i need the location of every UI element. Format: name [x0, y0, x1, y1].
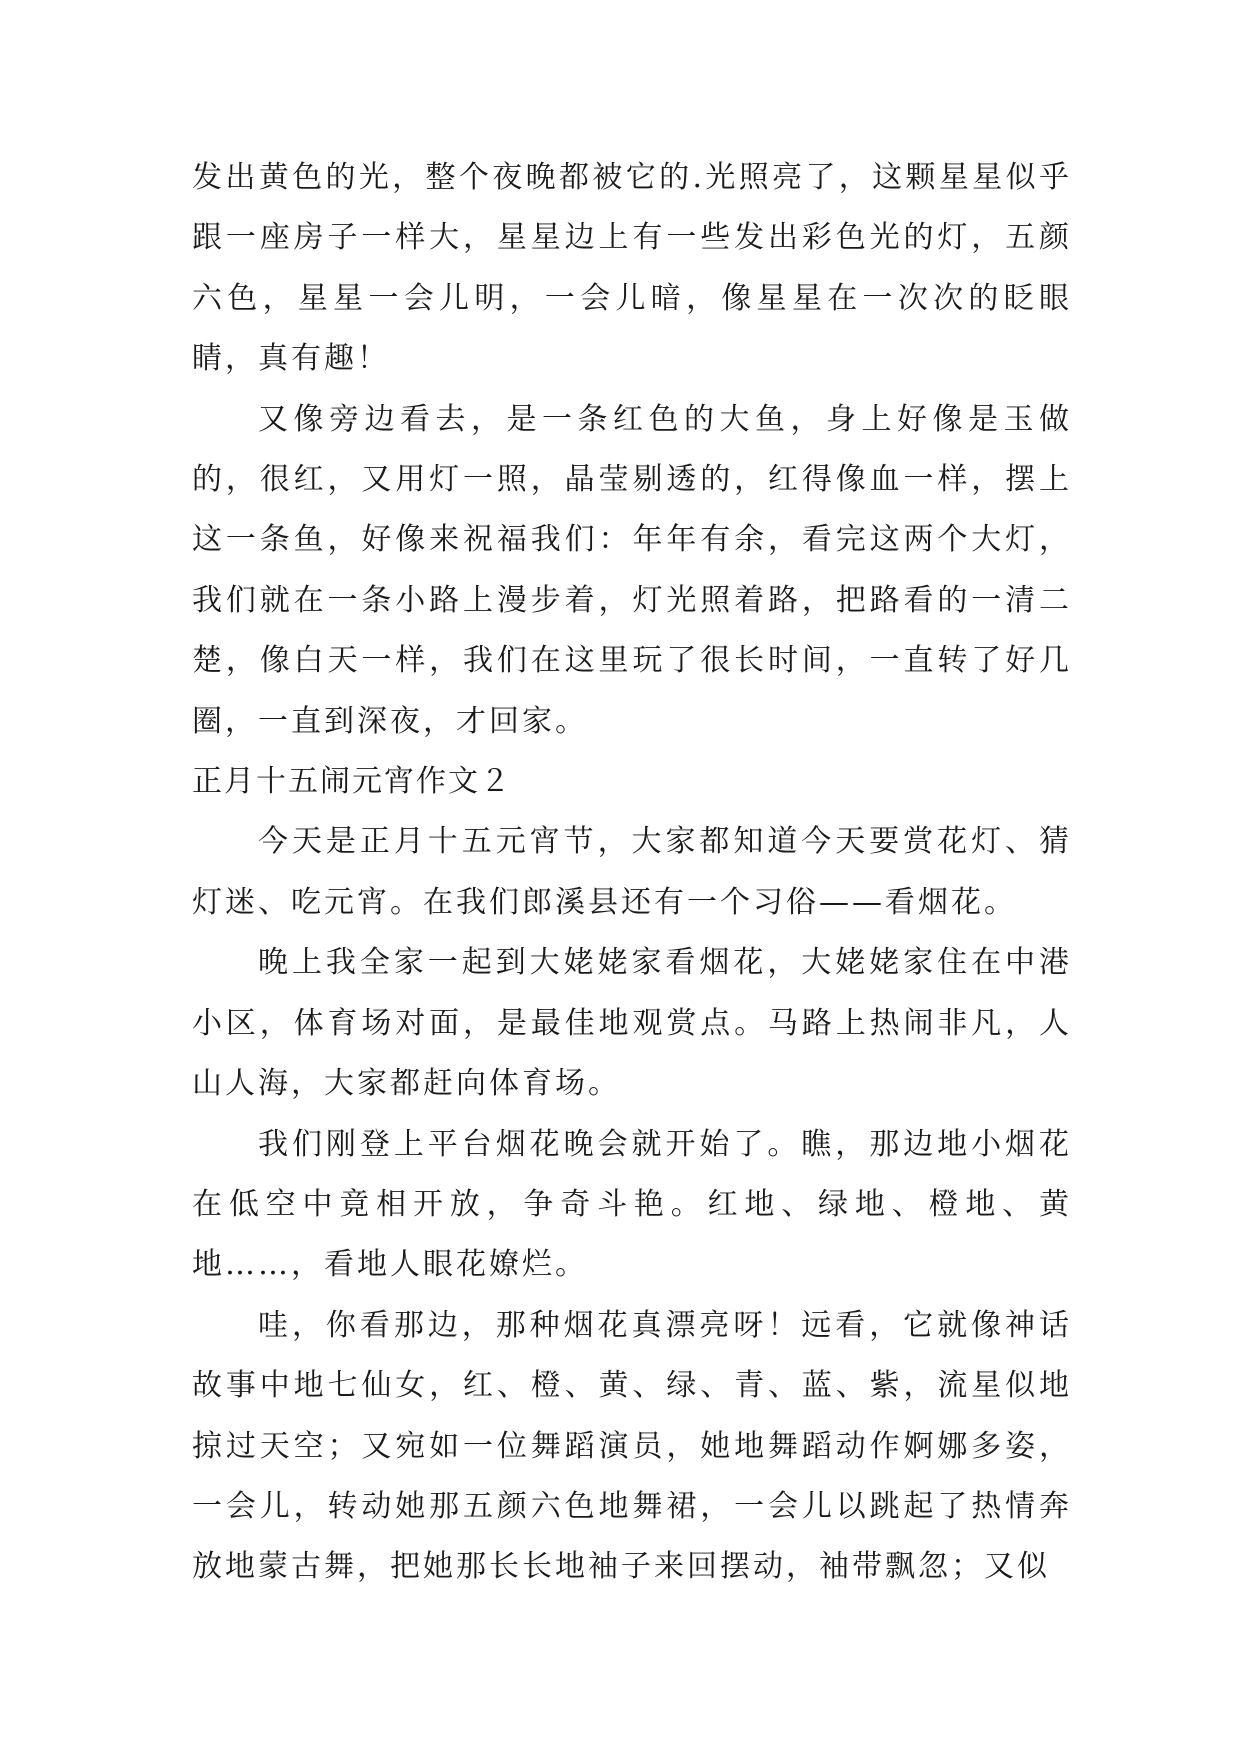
paragraph-2: 又像旁边看去，是一条红色的大鱼，身上好像是玉做的，很红，又用灯一照，晶莹剔透的，红得像血一样，摆上这一条鱼，好像来祝福我们：年年有余，看完这两个大灯，我们就在一条小路上漫步着，灯光照着路，把路看的一清二楚，像白天一样，我们在这里玩了很长时间，一直转了好几圈，一直到深夜，才回家。 [192, 401, 1072, 739]
paragraph-3: 今天是正月十五元宵节，大家都知道今天要赏花灯、猜灯迷、吃元宵。在我们郎溪县还有一个习俗——看烟花。 [192, 824, 1072, 920]
paragraph-4: 晚上我全家一起到大姥姥家看烟花，大姥姥家住在中港小区，体育场对面，是最佳地观赏点。马路上热闹非凡，人山人海，大家都赶向体育场。 [192, 945, 1072, 1102]
section-title: 正月十五闹元宵作文２ [192, 764, 512, 800]
paragraph-1: 发出黄色的光，整个夜晚都被它的.光照亮了，这颗星星似乎跟一座房子一样大，星星边上有一些发出彩色光的灯，五颜六色，星星一会儿明，一会儿暗，像星星在一次次的眨眼睛，真有趣！ [192, 160, 1072, 377]
paragraph-6: 哇，你看那边，那种烟花真漂亮呀！远看，它就像神话故事中地七仙女，红、橙、黄、绿、青、蓝、紫，流星似地掠过天空；又宛如一位舞蹈演员，她地舞蹈动作婀娜多姿，一会儿，转动她那五颜六色地舞裙，一会儿以跳起了热情奔放地蒙古舞，把她那长长地袖子来回摆动，袖带飘忽；又似 [192, 1307, 1072, 1585]
document-page [192, 148, 1072, 1598]
paragraph-5: 我们刚登上平台烟花晚会就开始了。瞧，那边地小烟花在低空中竟相开放，争奇斗艳。红地、绿地、橙地、黄地……，看地人眼花嫽烂。 [192, 1126, 1072, 1283]
